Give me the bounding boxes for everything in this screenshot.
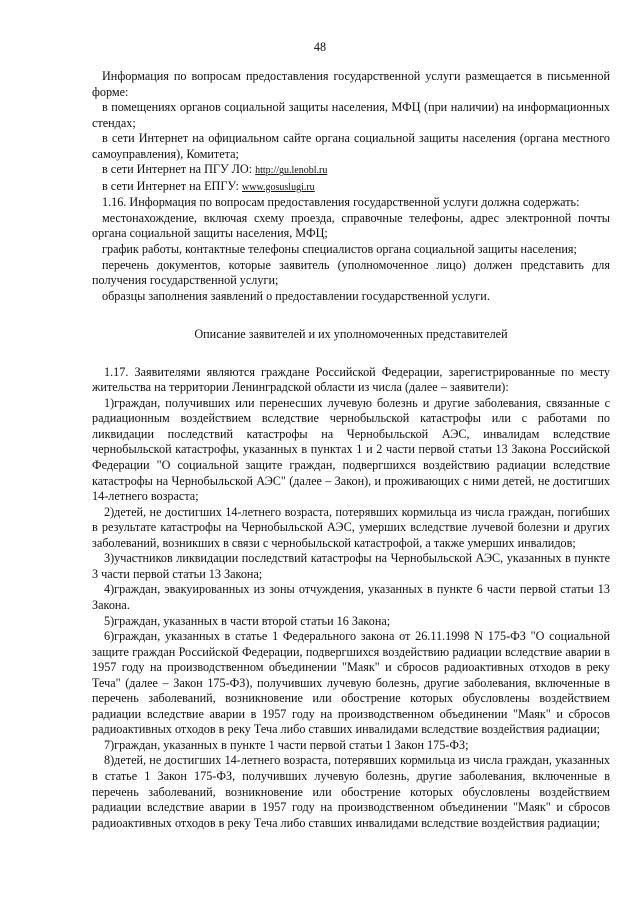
document-body	[92, 69, 610, 831]
applicant-item: 6)граждан, указанных в статье 1 Федерального закона от 26.11.1998 N 175-ФЗ "О социальной защите граждан Российской Федерации, подвергшихся воздействию радиации вследствие аварии в 1957 году на производственном объединении "Маяк" и сбросов радиоактивных отходов в реку Теча" (далее – Закон 175-ФЗ), получивших лучевую болезнь, другие заболевания, включенные в перечень заболеваний, возникновение или обострение которых обусловлены воздействием радиации вследствие аварии в 1957 году на производственном объединении "Маяк" и сбросов радиоактивных отходов в реку Теча либо ставших инвалидами вследствие воздействия радиации;	[92, 629, 610, 737]
epgu-label: в сети Интернет на ЕПГУ:	[102, 178, 239, 193]
section-1-17-intro: 1.17. Заявителями являются граждане Российской Федерации, зарегистрированные по месту жительства на территории Ленинградской области из числа (далее – заявители):	[92, 364, 610, 395]
section-1-16-intro: 1.16. Информация по вопросам предоставления государственной услуги должна содержать:	[102, 195, 580, 210]
applicant-item: 1)граждан, получивших или перенесших лучевую болезнь и другие заболевания, связанные с радиационным воздействием вследствие чернобыльской катастрофы или с работами по ликвидации последствий катастрофы на Чернобыльской АЭС, инвалидам вследствие чернобыльской катастрофы, указанных в пунктах 1 и 2 части первой статьи 13 Закона Российской Федерации "О социальной защите граждан, подвергшихся воздействию радиации вследствие катастрофы на Чернобыльской АЭС" (далее – Закон), и проживающих с ними детей, не достигших 14-летнего возраста;	[92, 395, 610, 504]
info-place-website: в сети Интернет на официальном сайте органа социальной защиты населения (органа местного самоуправления), Комитета;	[92, 131, 610, 161]
pgu-link[interactable]: http://gu.lenobl.ru	[255, 165, 328, 177]
section-1-16-documents: перечень документов, которые заявитель (уполномоченное лицо) должен представить для получения государственной услуги;	[92, 257, 610, 288]
section-heading: Описание заявителей и их уполномоченных представителей	[194, 327, 508, 342]
applicant-item: 3)участников ликвидации последствий катастрофы на Чернобыльской АЭС, указанных в пункте 3 части первой статьи 13 Закона;	[92, 551, 610, 581]
info-intro: Информация по вопросам предоставления государственной услуги размещается в письменной форме:	[92, 69, 610, 99]
epgu-link[interactable]: www.gosuslugi.ru	[242, 181, 315, 193]
section-1-16-location: местонахождение, включая схему проезда, справочные телефоны, адрес электронной почты органа социальной защиты населения, МФЦ;	[92, 210, 610, 241]
applicant-item: 4)граждан, эвакуированных из зоны отчуждения, указанных в пункте 6 части первой статьи 13 Закона.	[92, 582, 610, 612]
applicant-item: 7)граждан, указанных в пункте 1 части первой статьи 1 Закон 175-ФЗ;	[104, 737, 469, 752]
applicant-item: 5)граждан, указанных в части второй статьи 16 Закона;	[104, 613, 391, 628]
section-1-16-schedule: график работы, контактные телефоны специалистов органа социальной защиты населения;	[102, 242, 577, 257]
page-number: 48	[313, 40, 327, 54]
pgu-label: в сети Интернет на ПГУ ЛО:	[102, 162, 253, 177]
info-place-stands: в помещениях органов социальной защиты населения, МФЦ (при наличии) на информационных стендах;	[92, 100, 610, 130]
section-1-16-samples: образцы заполнения заявлений о предоставлении государственной услуги.	[102, 288, 490, 303]
info-pgu-line	[92, 162, 610, 179]
applicant-item: 2)детей, не достигших 14-летнего возраста, потерявших кормильца из числа граждан, погибших в результате катастрофы на Чернобыльской АЭС, умерших вследствие лучевой болезни и других заболеваний, возникших в связи с чернобыльской катастрофой, а также умерших инвалидов;	[92, 504, 610, 550]
applicant-item: 8)детей, не достигших 14-летнего возраста, потерявших кормильца из числа граждан, указанных в статье 1 Закон 175-ФЗ, получивших лучевую болезнь, другие заболевания, включенные в перечень заболеваний, возникновение или обострение которых обусловлены воздействием радиации вследствие аварии в 1957 году на производственном объединении "Маяк" и сбросов радиоактивных отходов в реку Теча либо ставших инвалидами вследствие воздействия радиации;	[92, 753, 610, 830]
info-epgu-line	[92, 179, 610, 196]
